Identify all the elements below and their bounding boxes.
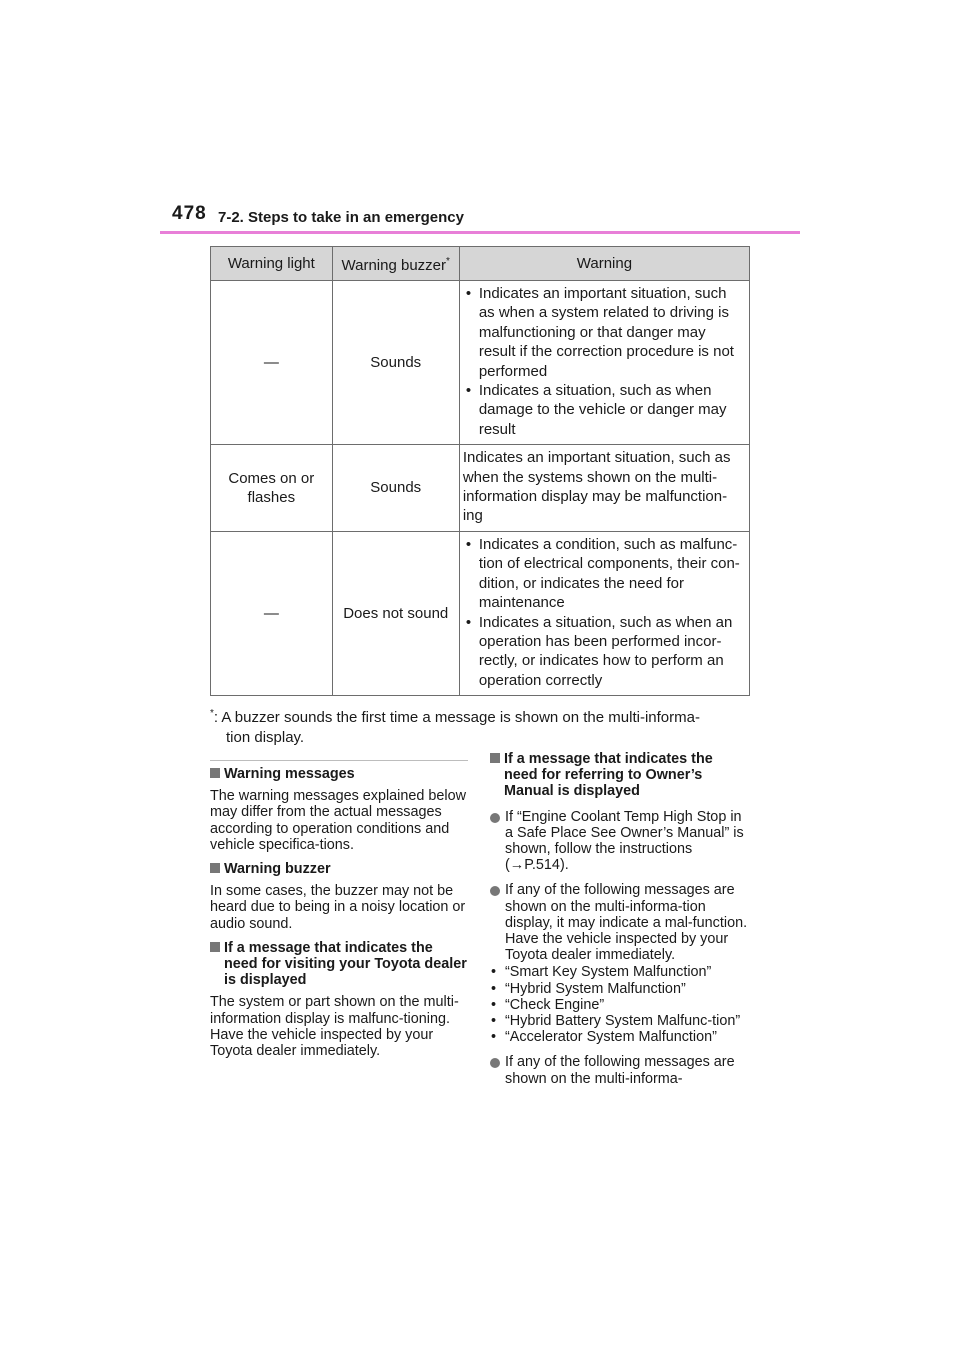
row3-bullet-2: • Indicates a situation, such as when an operation has been performed incor-rectly, or indicates how to perform an operation correctly [464,613,745,691]
table-row [211,281,750,445]
arrow-icon: → [509,857,525,874]
paragraph-warning-messages: The warning messages explained below may differ from the actual messages according to operation conditions and vehicle specifica-tions. [210,788,466,853]
list-item [490,809,748,874]
message-item: • “Smart Key System Malfunction” [490,964,748,980]
header-warning-light: Warning light [211,247,333,281]
list-item [490,882,748,963]
item3-text: If any of the following messages are shown on the multi-informa- [505,1054,735,1087]
square-bullet-icon [210,942,220,952]
square-bullet-icon [210,863,220,873]
square-bullet-icon [490,753,500,763]
heading-visit-dealer [210,940,468,989]
header-warning-buzzer [332,247,459,281]
row3-bullet-1: • Indicates a condition, such as malfunc-tion of electrical components, their con-dition, or indicates the need for maintenance [464,535,745,613]
row2-light: Comes on or flashes [211,445,333,532]
footnote-mark: * [210,708,214,719]
heading-warning-messages [210,766,468,782]
message-item: • “Accelerator System Malfunction” [490,1029,748,1045]
message-item: • “Hybrid System Malfunction” [490,981,748,997]
heading-text: If a message that indicates the need for referring to Owner’s Manual is displayed [504,751,713,800]
circle-bullet-icon [490,813,500,823]
heading-text: If a message that indicates the need for visiting your Toyota dealer is displayed [224,939,467,989]
message-item: • “Hybrid Battery System Malfunc-tion” [490,1013,748,1029]
row1-bullet-2: • Indicates a situation, such as when damage to the vehicle or danger may result [464,381,745,439]
header-warning: Warning [459,247,749,281]
paragraph-warning-buzzer: In some cases, the buzzer may not be heard due to being in a noisy location or audio sound. [210,883,466,932]
item1-text: If “Engine Coolant Temp High Stop in a Safe Place See Owner’s Manual” is shown, follow the instructions ( [505,808,744,874]
row2-warning [459,445,749,532]
row2-warning-text: Indicates an important situation, such as when the systems shown on the multi-information display may be malfunction-ing [462,449,731,525]
table-row [211,532,750,696]
circle-bullet-icon [490,1058,500,1068]
heading-text: Warning buzzer [224,861,331,878]
left-column [210,760,468,1059]
section-title: 7-2. Steps to take in an emergency [218,209,464,226]
page-number: 478 [172,203,207,224]
table-header-row [211,247,750,281]
paragraph-visit-dealer: The system or part shown on the multi-information display is malfunc-tioning. Have the vehicle inspected by your Toyota dealer immediately. [210,994,459,1060]
circle-bullet-icon [490,886,500,896]
row1-warning [459,281,749,445]
heading-owners-manual [490,751,748,800]
message-list [490,964,748,1045]
row2-buzzer: Sounds [332,445,459,532]
table-row [211,445,750,532]
heading-warning-buzzer [210,861,468,877]
footnote-line2: tion display. [226,729,305,746]
item2-text: If any of the following messages are shown on the multi-informa-tion display, it may indicate a mal-function. Have the vehicle inspected by your Toyota dealer immediately. [505,882,748,964]
header-rule [160,231,800,234]
row3-warning [459,532,749,696]
row1-buzzer: Sounds [332,281,459,445]
header-asterisk: * [446,255,450,267]
header-warning-buzzer-label: Warning buzzer [341,256,447,274]
heading-text: Warning messages [224,766,355,782]
message-item: • “Check Engine” [490,997,748,1013]
table-footnote [210,704,755,748]
square-bullet-icon [210,768,220,778]
footnote-line1: : A buzzer sounds the first time a message is shown on the multi-informa- [213,709,700,726]
list-item [490,1054,748,1086]
row3-buzzer: Does not sound [332,532,459,696]
row3-light: — [211,532,333,696]
row1-light: — [211,281,333,445]
row1-bullet-1: • Indicates an important situation, such as when a system related to driving is malfunctioning or that danger may result if the correction procedure is not performed [464,284,745,381]
page-reference-link[interactable]: P.514). [524,857,569,874]
right-column [490,751,748,1087]
warning-table [210,246,750,696]
